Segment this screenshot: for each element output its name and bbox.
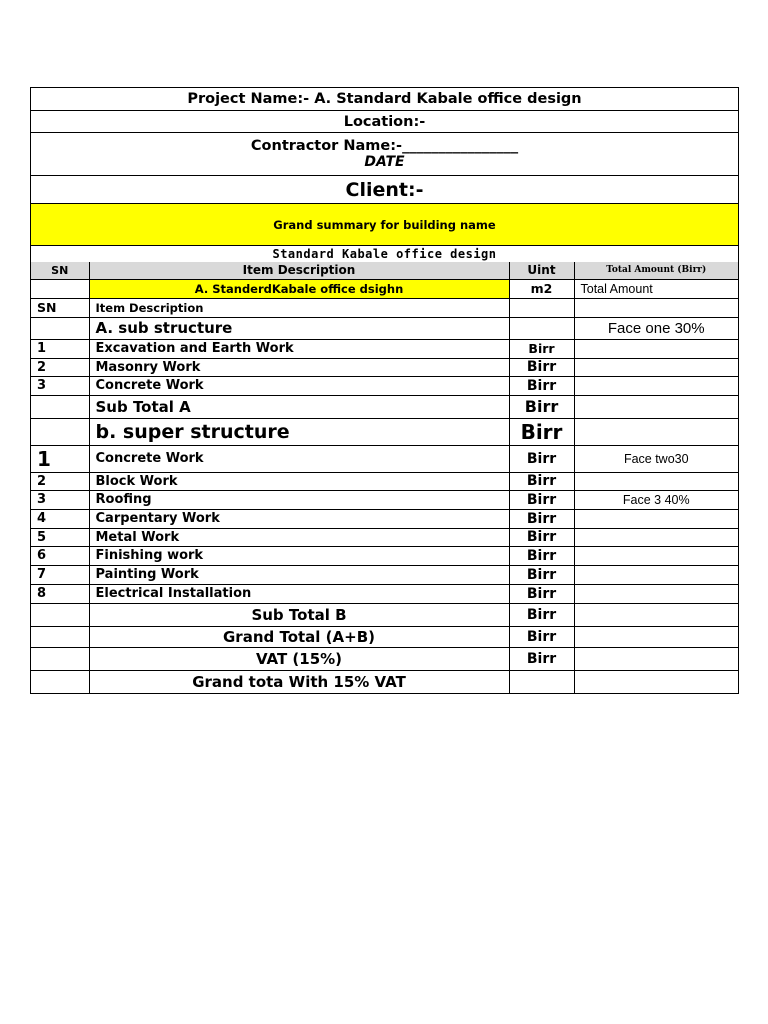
item-amount — [574, 565, 738, 584]
subtotal-b-sn — [31, 603, 89, 626]
subtotal-a-amount — [574, 395, 738, 418]
item-unit: Birr — [509, 509, 574, 528]
table-row — [31, 528, 738, 546]
subtotal-a-row — [31, 395, 738, 418]
grand-total-label: Grand Total (A+B) — [89, 626, 509, 647]
item-desc: Finishing work — [89, 546, 509, 565]
item-amount — [574, 509, 738, 528]
vat-row — [31, 647, 738, 670]
section-b-sn — [31, 418, 89, 445]
item-unit: Birr — [509, 565, 574, 584]
item-unit: Birr — [509, 528, 574, 546]
table-row — [31, 546, 738, 565]
vat-amount — [574, 647, 738, 670]
section-a-unit — [509, 317, 574, 339]
project-row-amount: Total Amount — [574, 279, 738, 298]
section-a-sn — [31, 317, 89, 339]
table-row — [31, 445, 738, 472]
project-name-row — [31, 88, 738, 111]
item-sn: 4 — [31, 509, 89, 528]
table-row — [31, 358, 738, 376]
client-row — [31, 176, 738, 204]
grand-total-amount — [574, 626, 738, 647]
location-label: Location:- — [343, 113, 426, 130]
item-desc: Concrete Work — [89, 445, 509, 472]
item-unit: Birr — [509, 376, 574, 395]
item-desc: Metal Work — [89, 528, 509, 546]
subtotal-a-label: Sub Total A — [89, 395, 509, 418]
table-row — [31, 565, 738, 584]
subtotal-b-amount — [574, 603, 738, 626]
grand-total-row — [31, 626, 738, 647]
subtotal-a-sn — [31, 395, 89, 418]
item-sn: 1 — [31, 339, 89, 358]
date-label: DATE — [364, 154, 405, 170]
grand-vat-row — [31, 670, 738, 693]
table-row — [31, 339, 738, 358]
project-name: Project Name:- A. Standard Kabale office design — [187, 91, 582, 107]
item-sn: 3 — [31, 490, 89, 509]
subtotal-a-unit: Birr — [509, 395, 574, 418]
item-desc: Roofing — [89, 490, 509, 509]
item-amount — [574, 528, 738, 546]
sub-header-row — [31, 298, 738, 317]
item-sn: 3 — [31, 376, 89, 395]
item-amount — [574, 472, 738, 490]
item-amount — [574, 376, 738, 395]
grand-vat-sn — [31, 670, 89, 693]
item-desc: Painting Work — [89, 565, 509, 584]
item-unit: Birr — [509, 472, 574, 490]
item-sn: 6 — [31, 546, 89, 565]
section-b-title: b. super structure — [89, 418, 509, 445]
item-desc: Excavation and Earth Work — [89, 339, 509, 358]
grand-vat-unit — [509, 670, 574, 693]
col-unit: Uint — [509, 262, 574, 279]
subtotal-b-unit: Birr — [509, 603, 574, 626]
grand-vat-label: Grand tota With 15% VAT — [89, 670, 509, 693]
sub-header-amount — [574, 298, 738, 317]
location-row — [31, 111, 738, 133]
item-desc: Electrical Installation — [89, 584, 509, 603]
item-amount — [574, 339, 738, 358]
contractor-name: Contractor Name:-________________ — [250, 138, 519, 154]
sub-header-desc: Item Description — [89, 298, 509, 317]
summary-title-row — [31, 204, 738, 246]
contractor-date-row — [31, 133, 738, 176]
table-row — [31, 490, 738, 509]
item-amount — [574, 546, 738, 565]
subtotal-b-label: Sub Total B — [89, 603, 509, 626]
col-description: Item Description — [89, 262, 509, 279]
item-desc: Masonry Work — [89, 358, 509, 376]
section-b-amount — [574, 418, 738, 445]
item-desc: Concrete Work — [89, 376, 509, 395]
table-row — [31, 376, 738, 395]
column-header-row — [31, 262, 738, 279]
subtotal-b-row — [31, 603, 738, 626]
section-b-unit: Birr — [509, 418, 574, 445]
item-sn: 5 — [31, 528, 89, 546]
item-unit: Birr — [509, 339, 574, 358]
section-a-title: A. sub structure — [89, 317, 509, 339]
item-unit: Birr — [509, 584, 574, 603]
summary-title: Grand summary for building name — [273, 217, 496, 232]
item-note: Face two30 — [574, 445, 738, 472]
item-note: Face 3 40% — [574, 490, 738, 509]
grand-total-unit: Birr — [509, 626, 574, 647]
vat-label: VAT (15%) — [89, 647, 509, 670]
col-sn: SN — [31, 262, 89, 279]
sub-header-sn: SN — [31, 298, 89, 317]
summary-table — [31, 262, 738, 693]
subtitle-row — [31, 246, 738, 262]
sub-header-unit — [509, 298, 574, 317]
table-row — [31, 584, 738, 603]
item-unit: Birr — [509, 490, 574, 509]
project-row — [31, 279, 738, 298]
table-row — [31, 509, 738, 528]
project-row-unit: m2 — [509, 279, 574, 298]
item-sn: 8 — [31, 584, 89, 603]
section-a-note: Face one 30% — [574, 317, 738, 339]
item-unit: Birr — [509, 358, 574, 376]
item-sn: 2 — [31, 472, 89, 490]
project-row-sn — [31, 279, 89, 298]
grand-vat-amount — [574, 670, 738, 693]
table-row — [31, 472, 738, 490]
vat-unit: Birr — [509, 647, 574, 670]
item-desc: Block Work — [89, 472, 509, 490]
item-amount — [574, 358, 738, 376]
section-a-row — [31, 317, 738, 339]
client-label: Client:- — [345, 178, 424, 201]
item-sn: 2 — [31, 358, 89, 376]
item-desc: Carpentary Work — [89, 509, 509, 528]
col-amount: Total Amount (Birr) — [574, 262, 738, 279]
item-sn: 1 — [31, 445, 89, 472]
item-unit: Birr — [509, 445, 574, 472]
subtitle: Standard Kabale office design — [272, 247, 497, 261]
summary-sheet — [30, 87, 739, 694]
section-b-row — [31, 418, 738, 445]
vat-sn — [31, 647, 89, 670]
item-unit: Birr — [509, 546, 574, 565]
item-amount — [574, 584, 738, 603]
project-row-desc: A. StanderdKabale office dsighn — [89, 279, 509, 298]
item-sn: 7 — [31, 565, 89, 584]
grand-total-sn — [31, 626, 89, 647]
